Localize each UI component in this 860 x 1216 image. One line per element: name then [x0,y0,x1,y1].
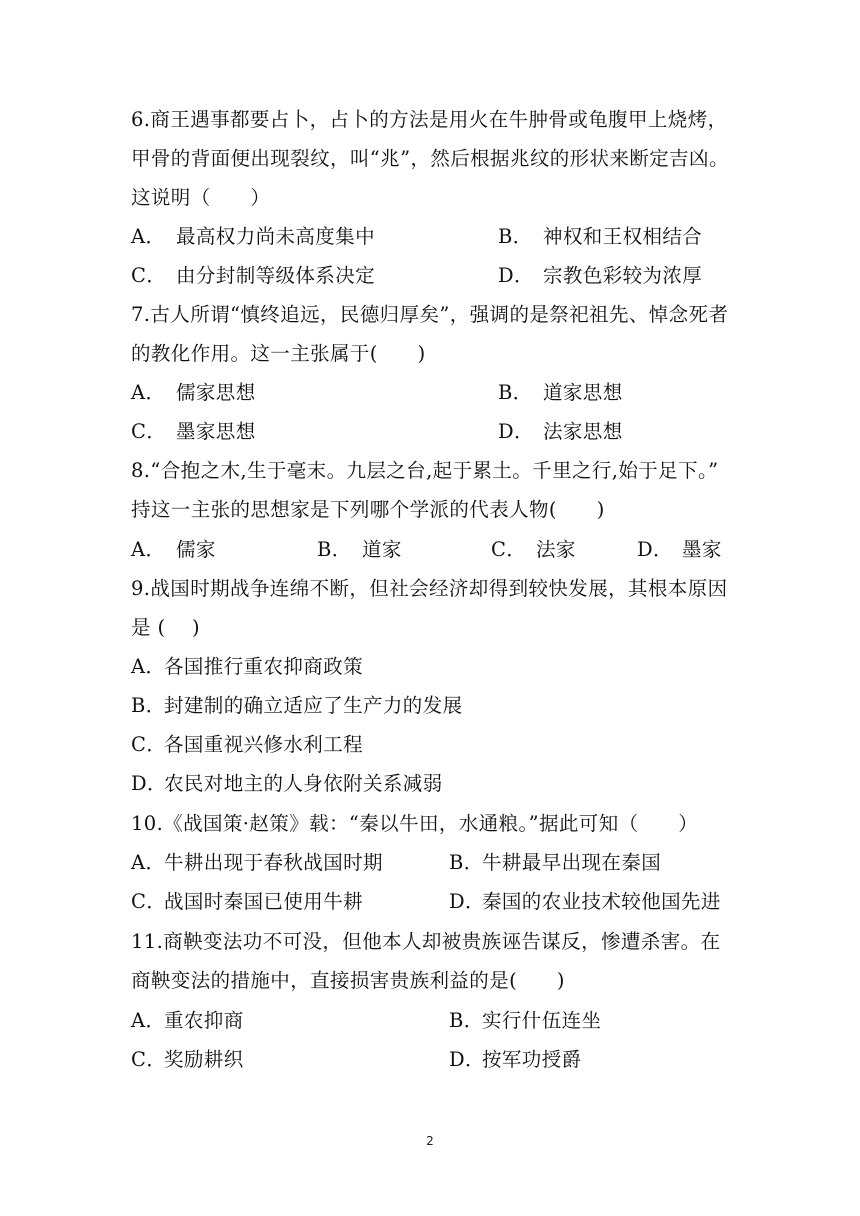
question-10-option-a[interactable]: A．牛耕出现于春秋战国时期 [131,851,383,874]
question-11-stem-line-1: 11.商鞅变法功不可没，但他本人却被贵族诬告谋反，惨遭杀害。在 [131,930,721,953]
question-7-option-c[interactable]: C． 墨家思想 [131,420,256,443]
page-number: 2 [426,1134,434,1148]
question-9-stem-line-2: 是 ( ) [131,616,201,639]
question-9-option-a[interactable]: A．各国推行重农抑商政策 [131,655,364,678]
question-6-option-a[interactable]: A． 最高权力尚未高度集中 [131,225,376,248]
question-7-stem-line-2: 的教化作用。这一主张属于( ) [131,342,426,365]
question-6-stem-line-2: 甲骨的背面便出现裂纹，叫“兆”，然后根据兆纹的形状来断定吉凶。 [131,147,729,170]
question-10-option-b[interactable]: B．牛耕最早出现在秦国 [449,851,662,874]
question-6-option-c[interactable]: C． 由分封制等级体系决定 [131,264,376,287]
question-6-stem-line-3: 这说明（ ） [131,186,271,209]
question-8-option-c[interactable]: C． 法家 [491,538,576,561]
question-8-option-a[interactable]: A． 儒家 [131,538,216,561]
question-10-option-d[interactable]: D．秦国的农业技术较他国先进 [449,890,721,913]
question-9-option-d[interactable]: D．农民对地主的人身依附关系减弱 [131,772,443,795]
question-11-option-a[interactable]: A．重农抑商 [131,1009,244,1032]
question-7-option-b[interactable]: B． 道家思想 [498,381,623,404]
question-8-option-d[interactable]: D． 墨家 [637,538,722,561]
question-9-option-b[interactable]: B．封建制的确立适应了生产力的发展 [131,694,463,717]
question-8-stem-line-1: 8.“合抱之木,生于毫末。九层之台,起于累土。千里之行,始于足下。” [131,459,719,482]
question-8-option-b[interactable]: B． 道家 [317,538,402,561]
question-7-option-d[interactable]: D． 法家思想 [498,420,623,443]
question-9-stem-line-1: 9.战国时期战争连绵不断，但社会经济却得到较快发展，其根本原因 [131,577,728,600]
question-11-option-d[interactable]: D．按军功授爵 [449,1048,582,1071]
question-11-stem-line-2: 商鞅变法的措施中，直接损害贵族利益的是( ) [131,969,565,992]
question-8-stem-line-2: 持这一主张的思想家是下列哪个学派的代表人物( ) [131,498,605,521]
question-10-option-c[interactable]: C．战国时秦国已使用牛耕 [131,890,364,913]
question-11-option-b[interactable]: B．实行什伍连坐 [449,1009,602,1032]
question-7-option-a[interactable]: A． 儒家思想 [131,381,256,404]
question-7-stem-line-1: 7.古人所谓“慎终追远，民德归厚矣”，强调的是祭祀祖先、悼念死者 [131,303,729,326]
question-6-stem-line-1: 6.商王遇事都要占卜，占卜的方法是用火在牛肿骨或龟腹甲上烧烤， [131,108,728,131]
question-11-option-c[interactable]: C．奖励耕织 [131,1048,244,1071]
question-10-stem-line-1: 10.《战国策·赵策》载：“秦以牛田，水通粮。”据此可知（ ） [131,812,699,835]
question-6-option-d[interactable]: D． 宗教色彩较为浓厚 [498,264,703,287]
question-9-option-c[interactable]: C．各国重视兴修水利工程 [131,733,364,756]
question-6-option-b[interactable]: B． 神权和王权相结合 [498,225,703,248]
